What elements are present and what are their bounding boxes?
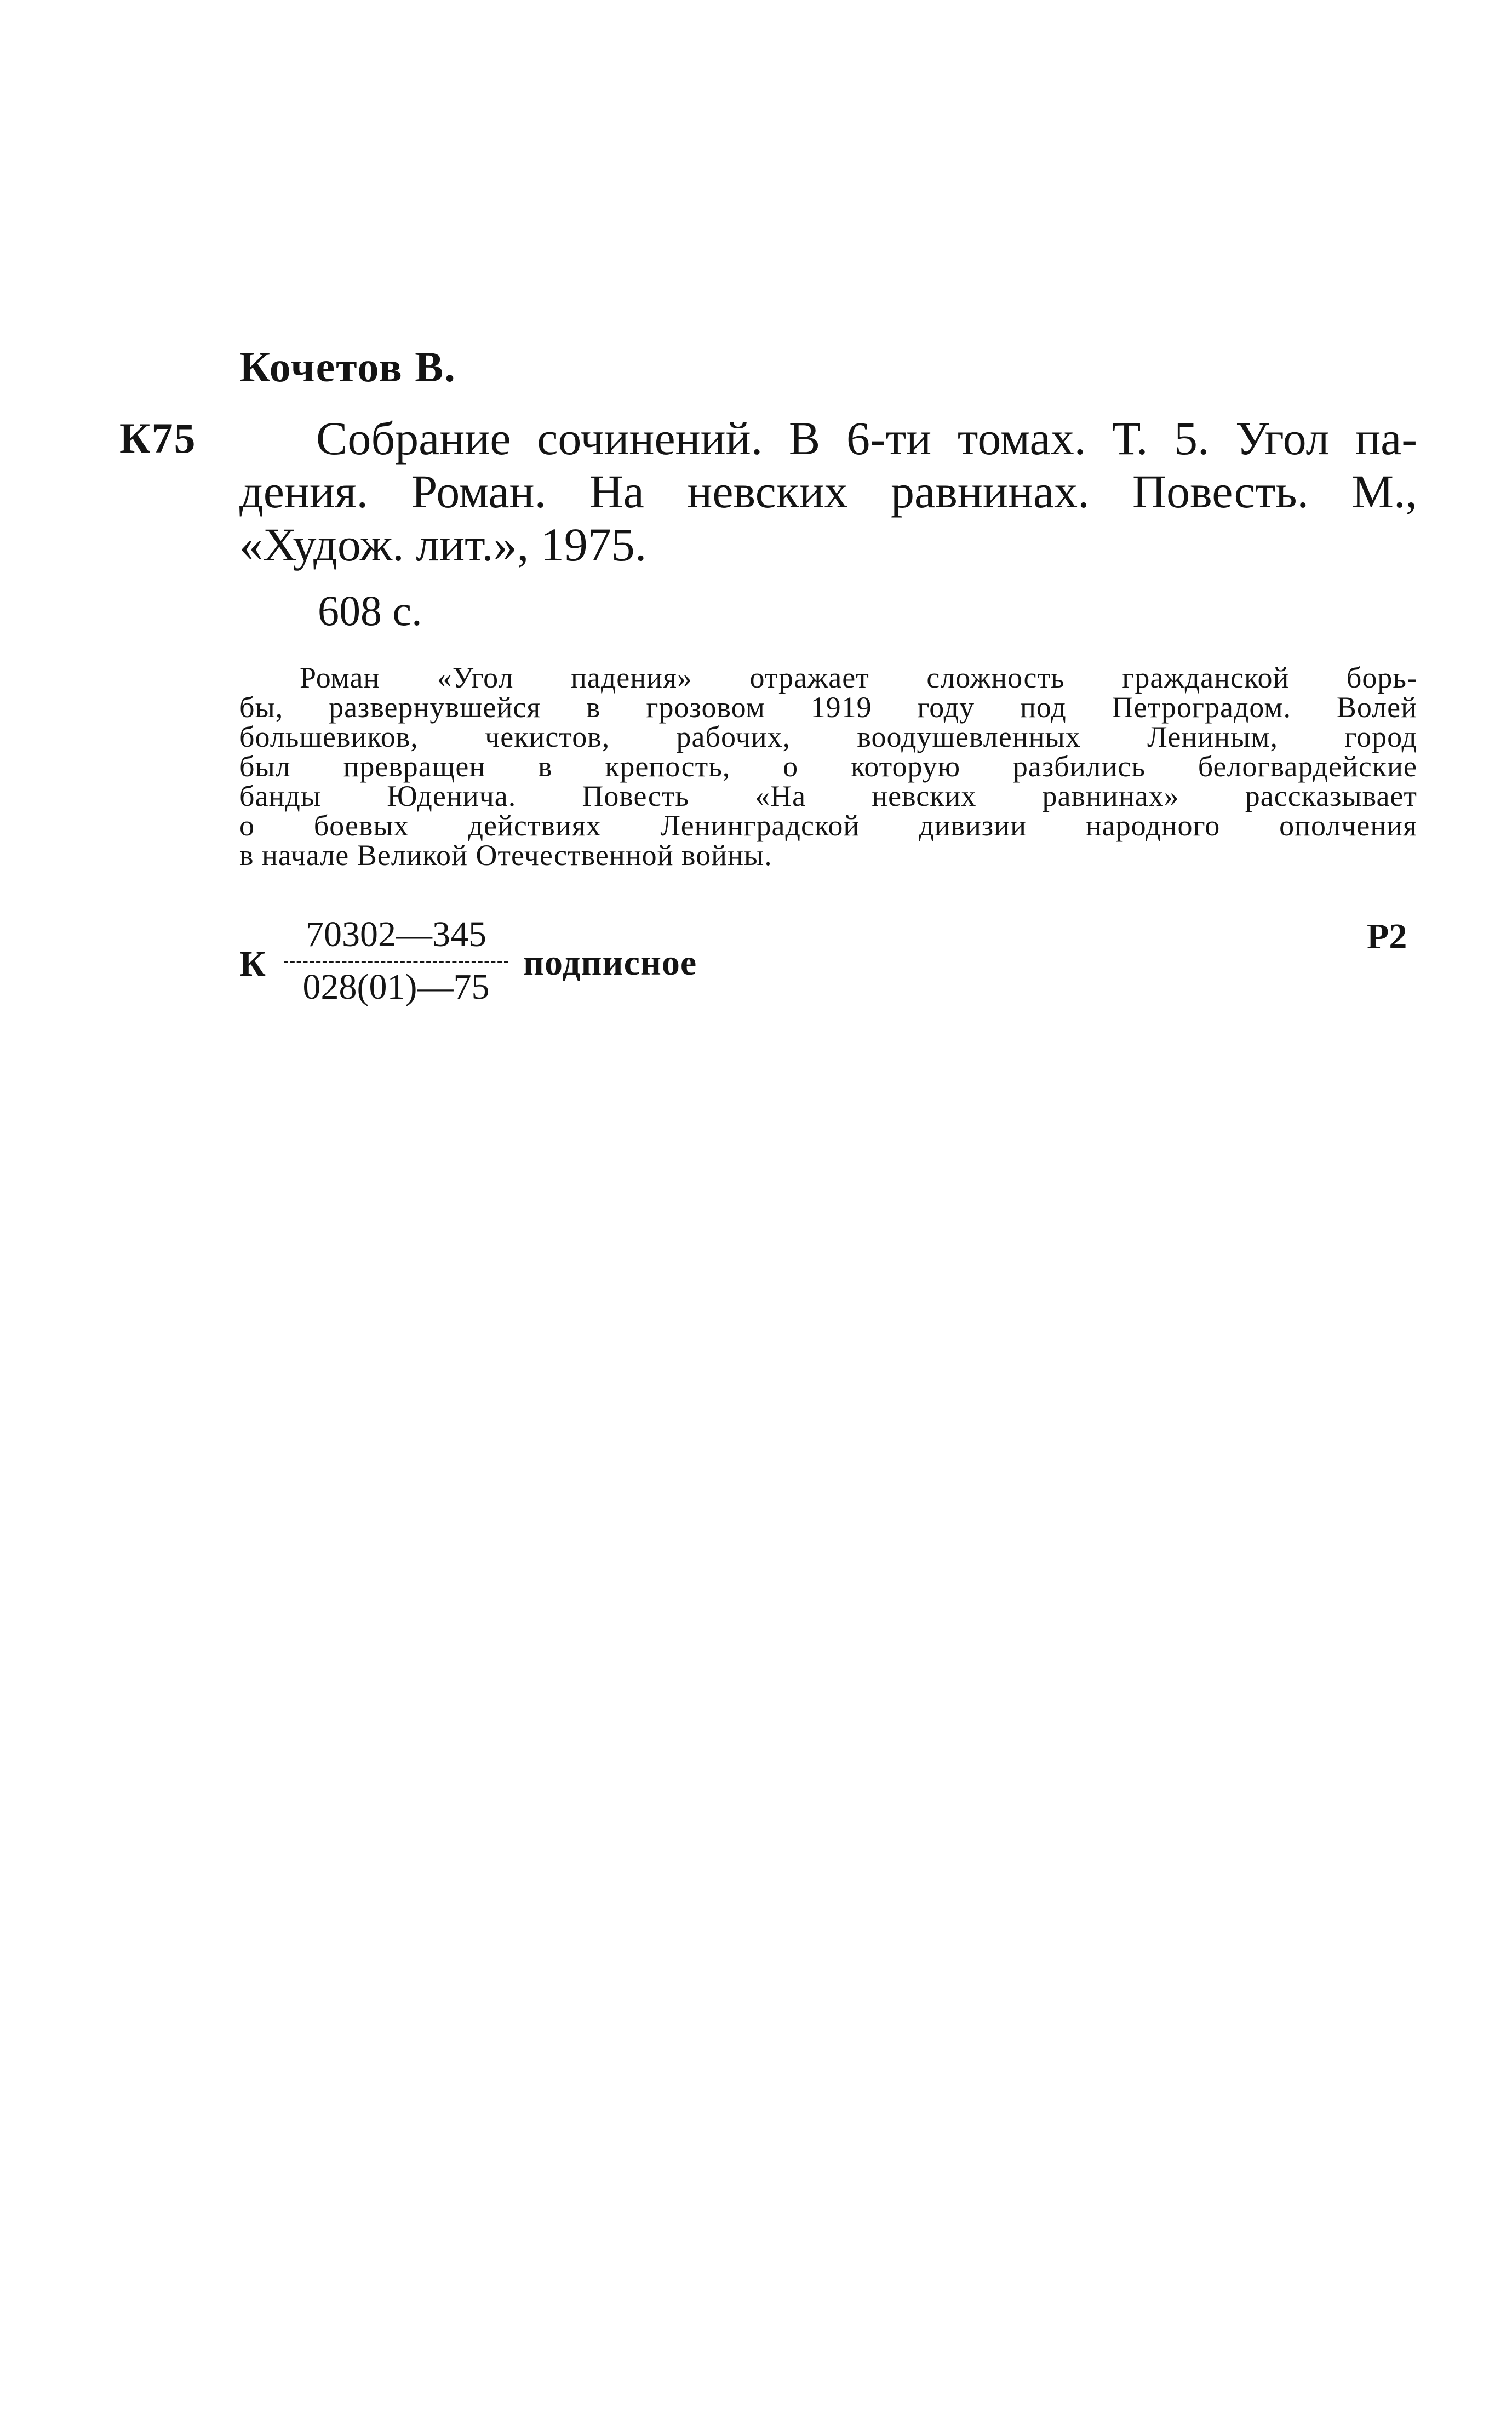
annotation-paragraph: [239, 663, 1417, 870]
annotation-line: о боевых действиях Ленинградской дивизии народного ополчения: [239, 809, 1417, 842]
title-description: [239, 412, 1417, 571]
index-denominator: 028(01)—75: [302, 967, 490, 1007]
title-line: дения. Роман. На невских равнинах. Повесть. М.,: [239, 465, 1417, 518]
annotation-line: большевиков, чекистов, рабочих, воодушевленных Лениным, город: [239, 720, 1417, 753]
index-numerator: 70302—345: [306, 914, 486, 954]
subscription-note: подписное: [523, 943, 697, 983]
annotation-line: был превращен в крепость, о которую разбились белогвардейские: [239, 750, 1417, 783]
annotation-line: Роман «Угол падения» отражает сложность гражданской борь-: [300, 661, 1417, 694]
title-line: Собрание сочинений. В 6-ти томах. Т. 5. Угол па-: [316, 412, 1417, 465]
page-count: 608 с.: [318, 587, 422, 634]
author-index-code: К75: [119, 414, 197, 462]
index-letter: К: [239, 944, 266, 984]
index-fraction: [278, 913, 514, 1009]
annotation-line: в начале Великой Отечественной войны.: [239, 839, 772, 872]
fraction-bar: [284, 961, 508, 963]
author-name: Кочетов В.: [239, 343, 456, 391]
title-line: «Худож. лит.», 1975.: [239, 518, 647, 571]
annotation-line: банды Юденича. Повесть «На невских равнинах» рассказывает: [239, 780, 1417, 812]
bbk-code: Р2: [1367, 917, 1407, 957]
annotation-line: бы, развернувшейся в грозовом 1919 году под Петроградом. Волей: [239, 691, 1417, 724]
